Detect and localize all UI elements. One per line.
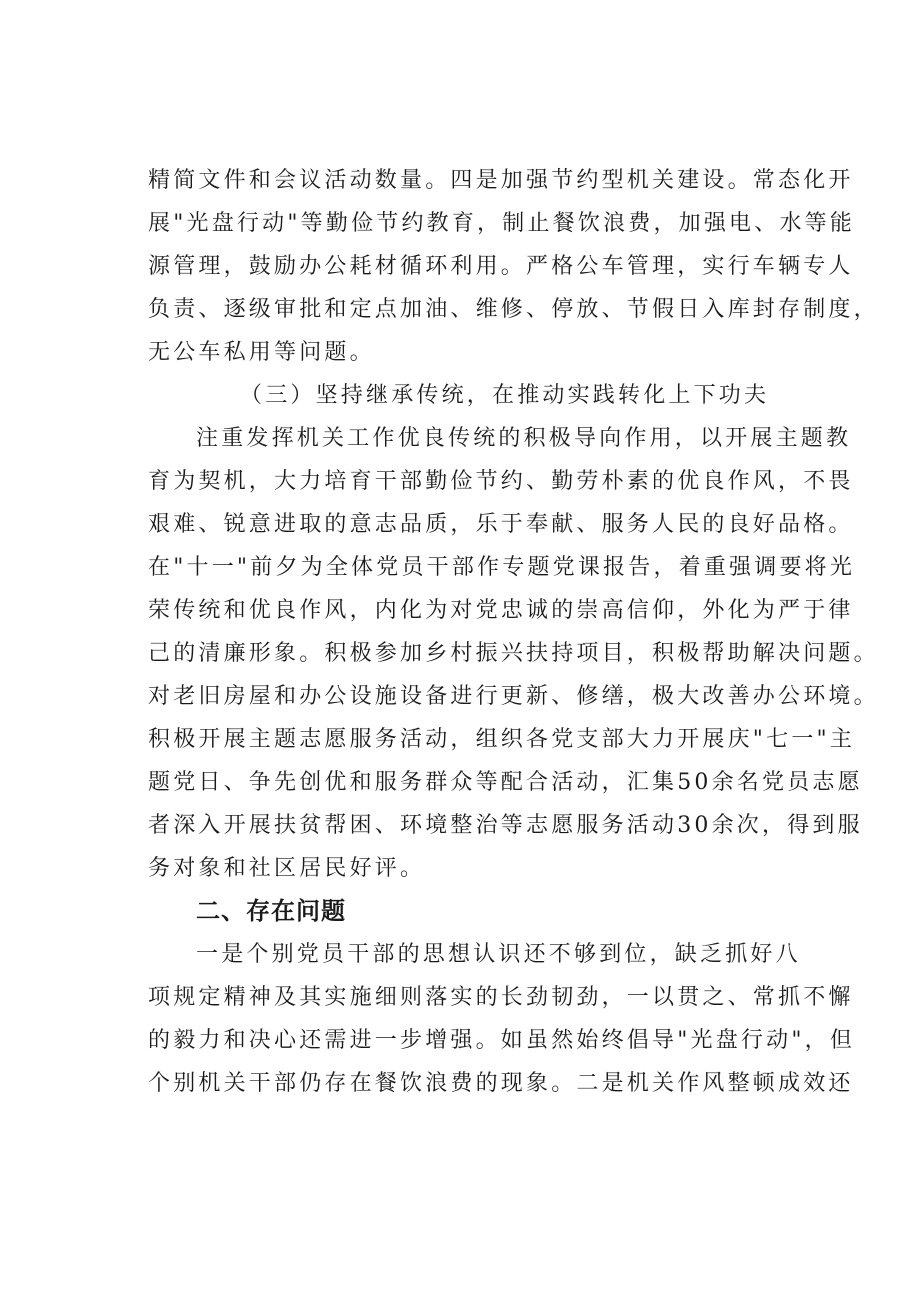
body-text-line: 艰难、锐意进取的意志品质，乐于奉献、服务人民的良好品格。 <box>148 512 854 537</box>
body-text-line: 在"十一"前夕为全体党员干部作专题党课报告，着重强调要将光 <box>148 555 856 580</box>
subsection-title: （三）坚持继承传统，在推动实践转化上下功夫 <box>240 383 770 408</box>
body-text-line: 项规定精神及其实施细则落实的长劲韧劲，一以贯之、常抓不懈 <box>148 985 854 1010</box>
body-text-line: 己的清廉形象。积极参加乡村振兴扶持项目，积极帮助解决问题。 <box>148 641 879 666</box>
body-text-line: 积极开展主题志愿服务活动，组织各党支部大力开展庆"七一"主 <box>148 727 856 752</box>
body-text-line: 荣传统和优良作风，内化为对党忠诚的崇高信仰，外化为严于律 <box>148 598 854 623</box>
body-text-line: 对老旧房屋和办公设施设备进行更新、修缮，极大改善办公环境。 <box>148 684 879 709</box>
body-text-line: 源管理，鼓励办公耗材循环利用。严格公车管理，实行车辆专人 <box>148 254 854 279</box>
body-text-line: 务对象和社区居民好评。 <box>148 856 426 881</box>
section-heading: 二、存在问题 <box>196 897 346 925</box>
body-text-line: 个别机关干部仍存在餐饮浪费的现象。二是机关作风整顿成效还 <box>148 1071 854 1096</box>
body-text-line: 者深入开展扶贫帮困、环境整治等志愿服务活动30余次，得到服 <box>148 813 863 838</box>
body-text-line: 精简文件和会议活动数量。四是加强节约型机关建设。常态化开 <box>148 168 854 193</box>
body-text-line: 一是个别党员干部的思想认识还不够到位，缺乏抓好八 <box>196 942 801 967</box>
body-text-line: 题党日、争先创优和服务群众等配合活动，汇集50余名党员志愿 <box>148 770 863 795</box>
body-text-line: 育为契机，大力培育干部勤俭节约、勤劳朴素的优良作风，不畏 <box>148 469 854 494</box>
body-text-line: 无公车私用等问题。 <box>148 340 375 365</box>
body-text-line: 负责、逐级审批和定点加油、维修、停放、节假日入库封存制度， <box>148 297 879 322</box>
body-text-line: 的毅力和决心还需进一步增强。如虽然始终倡导"光盘行动"，但 <box>148 1028 856 1053</box>
body-text-line: 注重发挥机关工作优良传统的积极导向作用，以开展主题教 <box>196 426 852 451</box>
body-text-line: 展"光盘行动"等勤俭节约教育，制止餐饮浪费，加强电、水等能 <box>148 211 856 236</box>
